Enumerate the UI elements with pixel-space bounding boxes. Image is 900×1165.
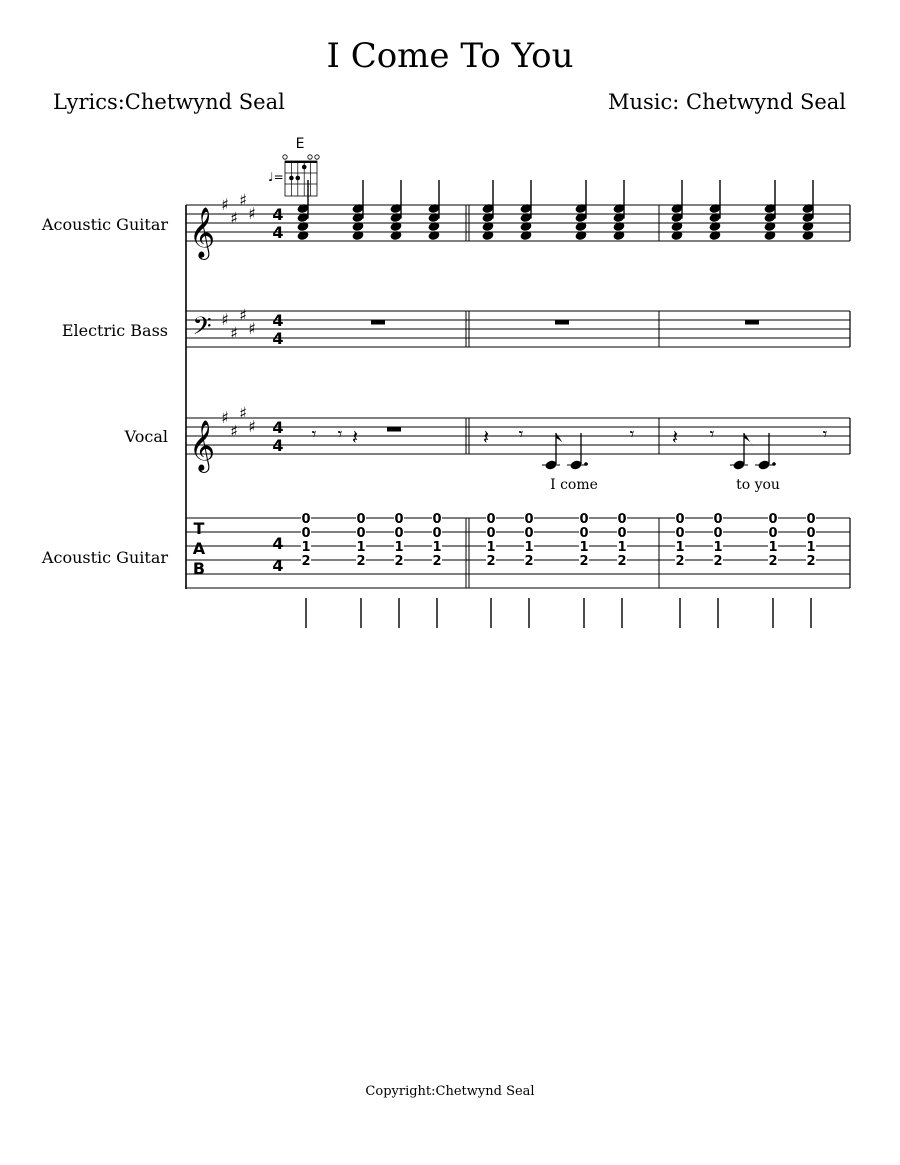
composer-credit: Music: Chetwynd Seal <box>607 90 846 114</box>
copyright-footer: Copyright:Chetwynd Seal <box>365 1084 535 1099</box>
tab-fret-number: 0 <box>486 526 496 541</box>
tab-clef-letter: T <box>193 519 205 538</box>
time-signature-numerator: 4 <box>272 311 284 330</box>
tab-fret-number: 2 <box>617 554 627 569</box>
sharp-icon: ♯ <box>248 319 256 338</box>
sharp-icon: ♯ <box>230 208 238 228</box>
sharp-icon: ♯ <box>248 417 256 436</box>
tab-fret-number: 0 <box>806 512 816 527</box>
sharp-icon: ♯ <box>239 403 247 423</box>
tab-fret-number: 0 <box>524 526 534 541</box>
quarter-rest-icon: 𝄽 <box>671 425 679 449</box>
tab-fret-number: 2 <box>675 554 685 569</box>
tab-fret-number: 0 <box>524 512 534 527</box>
quarter-rest-icon: 𝄽 <box>351 425 359 449</box>
eighth-rest-icon: 𝄾 <box>337 424 343 445</box>
tab-fret-number: 1 <box>394 540 404 555</box>
tab-fret-number: 1 <box>806 540 816 555</box>
instrument-name-tab-guitar: Acoustic Guitar <box>41 548 168 567</box>
tab-fret-number: 1 <box>768 540 778 555</box>
notes <box>296 180 827 628</box>
sharp-icon: ♯ <box>230 421 238 441</box>
time-signature-numerator: 4 <box>272 205 284 224</box>
time-signature-numerator: 4 <box>272 534 284 553</box>
chord-diagram <box>283 155 319 196</box>
tab-fret-number: 0 <box>768 512 778 527</box>
sharp-icon: ♯ <box>248 204 256 223</box>
bass-clef-icon: 𝄢 <box>192 312 212 347</box>
whole-rest-icon <box>555 320 569 325</box>
instrument-name-bass: Electric Bass <box>61 321 168 340</box>
time-signature-denominator: 4 <box>272 329 284 348</box>
tab-fret-number: 0 <box>356 512 366 527</box>
tab-fret-number: 0 <box>713 526 723 541</box>
sharp-icon: ♯ <box>230 323 238 343</box>
sharp-icon: ♯ <box>239 190 247 210</box>
tab-clef-letter: B <box>192 559 206 578</box>
tab-fret-number: 0 <box>768 526 778 541</box>
lyric-syllable: to you <box>736 477 780 493</box>
time-signature-denominator: 4 <box>272 223 284 242</box>
tab-fret-number: 0 <box>579 512 589 527</box>
tab-fret-number: 0 <box>713 512 723 527</box>
treble-clef-icon: 𝄞 <box>188 207 216 258</box>
tab-fret-number: 0 <box>486 512 496 527</box>
tab-fret-number: 0 <box>579 526 589 541</box>
sharp-icon: ♯ <box>221 195 229 214</box>
tab-clef-letter: A <box>192 539 206 558</box>
tab-fret-number: 0 <box>394 512 404 527</box>
tab-fret-number: 0 <box>301 512 311 527</box>
tempo-marking: ♩= <box>268 170 284 184</box>
lyric-syllable: I come <box>550 477 598 493</box>
tab-fret-number: 1 <box>579 540 589 555</box>
tab-fret-number: 2 <box>301 554 311 569</box>
tab-fret-number: 0 <box>432 512 442 527</box>
tab-fret-number: 2 <box>768 554 778 569</box>
half-rest-icon <box>387 427 401 432</box>
augmentation-dot <box>584 462 588 466</box>
tab-fret-number: 0 <box>356 526 366 541</box>
treble-clef-icon: 𝄞 <box>188 420 216 471</box>
eighth-rest-icon: 𝄾 <box>311 424 317 445</box>
time-signature-denominator: 4 <box>272 436 284 455</box>
instrument-name-vocal: Vocal <box>124 427 168 446</box>
eighth-rest-icon: 𝄾 <box>822 424 828 445</box>
sharp-icon: ♯ <box>239 305 247 325</box>
augmentation-dot <box>772 462 776 466</box>
tab-fret-number: 1 <box>524 540 534 555</box>
tab-fret-number: 2 <box>356 554 366 569</box>
sharp-icon: ♯ <box>221 310 229 329</box>
tab-fret-number: 1 <box>301 540 311 555</box>
tab-fret-number: 2 <box>806 554 816 569</box>
tab-fret-number: 0 <box>617 526 627 541</box>
tab-fret-number: 0 <box>394 526 404 541</box>
tab-fret-number: 0 <box>675 526 685 541</box>
sharp-icon: ♯ <box>221 408 229 427</box>
tab-fret-number: 1 <box>432 540 442 555</box>
tab-fret-number: 1 <box>617 540 627 555</box>
tab-fret-number: 2 <box>486 554 496 569</box>
tab-fret-number: 0 <box>806 526 816 541</box>
tab-fret-number: 1 <box>356 540 366 555</box>
eighth-rest-icon: 𝄾 <box>518 424 524 445</box>
staves <box>186 191 850 589</box>
tab-fret-number: 0 <box>301 526 311 541</box>
tab-fret-number: 0 <box>432 526 442 541</box>
tab-fret-number: 2 <box>524 554 534 569</box>
lyricist-credit: Lyrics:Chetwynd Seal <box>53 90 285 114</box>
tab-fret-number: 2 <box>713 554 723 569</box>
whole-rest-icon <box>371 320 385 325</box>
tab-fret-number: 1 <box>486 540 496 555</box>
eighth-rest-icon: 𝄾 <box>709 424 715 445</box>
tab-fret-number: 2 <box>432 554 442 569</box>
tab-fret-number: 2 <box>394 554 404 569</box>
eighth-rest-icon: 𝄾 <box>629 424 635 445</box>
score-title: I Come To You <box>326 36 574 76</box>
instrument-name-guitar: Acoustic Guitar <box>41 215 168 234</box>
tab-fret-number: 0 <box>675 512 685 527</box>
quarter-rest-icon: 𝄽 <box>482 425 490 449</box>
time-signature-numerator: 4 <box>272 418 284 437</box>
tab-fret-number: 2 <box>579 554 589 569</box>
whole-rest-icon <box>745 320 759 325</box>
chord-symbol: E <box>295 136 305 152</box>
tab-fret-number: 0 <box>617 512 627 527</box>
tab-fret-number: 1 <box>713 540 723 555</box>
tab-fret-number: 1 <box>675 540 685 555</box>
time-signature-denominator: 4 <box>272 556 284 575</box>
